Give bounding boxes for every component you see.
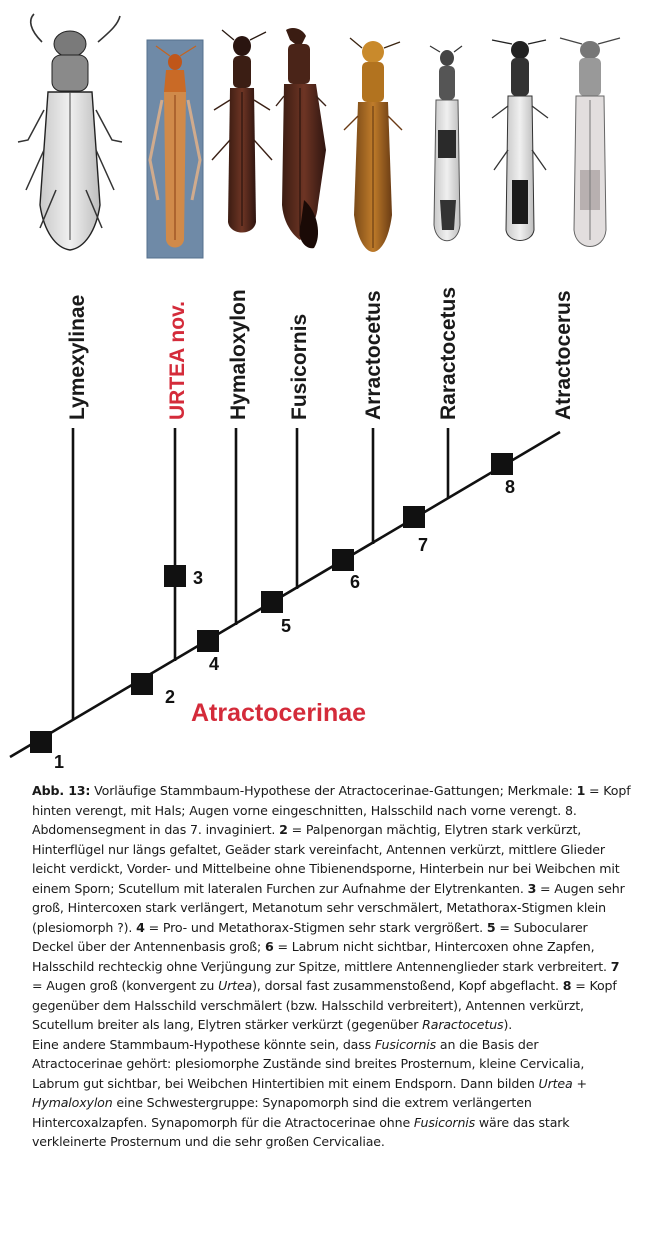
character-number-3: 3: [193, 568, 204, 588]
caption-text: = Labrum nicht sichtbar, Hintercoxen ohne Zapfen, Halsschild rechteckig ohne Verjüngung zur Spitze, mittlere Antennenglieder stark verbreitert.: [32, 939, 611, 974]
caption-text: Eine andere Stammbaum-Hypothese könnte sein, dass: [32, 1036, 375, 1052]
character-marker-5: [261, 591, 283, 613]
taxon-label-fusicornis: Fusicornis: [288, 313, 311, 420]
beetle-image-arractocetus: [344, 38, 402, 252]
character-marker-3: [164, 565, 186, 587]
beetle-image-urtea: [147, 40, 203, 258]
character-number-5: 5: [281, 616, 292, 636]
character-number-2: 2: [165, 687, 176, 707]
taxon-label-urtea: URTEA nov.: [166, 301, 189, 420]
character-marker-2: [131, 673, 153, 695]
beetle-image-fusicornis: [276, 28, 326, 248]
caption-text: = Palpenorgan mächtig, Elytren stark verkürzt, Hinterflügel nur längs gefaltet, Geäder stark vereinfacht, Antennen verkürzt, mittlere Glieder leicht verdickt, Vorder- und Mittelbeine ohne Tibienendsporne, Hinterbein nur bei Weibchen mit einem Sporn; Scutellum mit lateralen Furchen zur Aufnahme der Elytrenkanten.: [32, 822, 620, 896]
character-number-6: 6: [350, 572, 361, 592]
caption-char-number: 3: [527, 880, 537, 896]
caption-char-number: 1: [576, 783, 586, 798]
caption-text: = Kopf hinten verengt, mit Hals; Augen vorne eingeschnitten, Halsschild nach vorne verengt. 8. Abdomensegment in das 7. invaginiert.: [32, 783, 631, 837]
character-marker-1: [30, 731, 52, 753]
taxon-label-arractocetus: Arractocetus: [362, 290, 385, 420]
caption-text: ).: [503, 1017, 513, 1032]
caption-text: = Subocularer Deckel über der Antennenbasis groß;: [32, 919, 588, 954]
taxon-label-raractocetus: Raractocetus: [437, 286, 460, 420]
beetle-image-lymexylinae: [18, 14, 122, 250]
caption-char-number: 5: [486, 919, 496, 935]
taxon-label-atractocerus: Atractocerus: [552, 290, 575, 420]
caption-text: = Kopf gegenüber dem Halsschild verschmälert (bzw. Halsschild verbreitert), Antennen verkürzt, Scutellum breiter als lang, Elytren stärker verkürzt (gegenüber: [32, 978, 617, 1032]
caption-text: ), dorsal fast zusammenstoßend, Kopf abgeflacht.: [252, 978, 563, 993]
caption-char-number: 8: [562, 978, 572, 993]
caption-taxon: Urtea: [218, 978, 253, 993]
character-marker-7: [403, 506, 425, 528]
beetle-image-atractocerus-dark: [492, 40, 548, 241]
beetle-image-atractocerus-pale: [560, 38, 620, 247]
caption-paragraph-1: [32, 781, 632, 1035]
caption-text: = Augen sehr groß, Hintercoxen stark verlängert, Metanotum sehr verschmälert, Metathorax-Stigmen klein (plesiomorph ?).: [32, 880, 625, 935]
figure-caption: [32, 781, 632, 1152]
caption-taxon: Fusicornis: [374, 1036, 437, 1052]
caption-text: eine Schwestergruppe: Synapomorph sind die extrem verlängerten Hintercoxalzapfen. Synapomorph für die Atractocerinae ohne: [32, 1095, 532, 1130]
taxon-label-hymaloxylon: Hymaloxylon: [227, 289, 250, 420]
caption-taxon: Raractocetus: [422, 1017, 504, 1032]
caption-text: Vorläufige Stammbaum-Hypothese der Atractocerinae-Gattungen; Merkmale:: [90, 783, 577, 798]
group-label: Atractocerinae: [191, 699, 367, 727]
caption-text: = Pro- und Metathorax-Stigmen sehr stark vergrößert.: [144, 919, 487, 935]
character-marker-4: [197, 630, 219, 652]
caption-label: Abb. 13:: [32, 783, 91, 798]
caption-taxon: Fusicornis: [413, 1114, 476, 1130]
character-marker-8: [491, 453, 513, 475]
character-marker-6: [332, 549, 354, 571]
character-number-1: 1: [54, 752, 65, 772]
beetle-image-hymaloxylon: [212, 30, 272, 233]
caption-text: = Augen groß (konvergent zu: [32, 978, 219, 993]
character-number-4: 4: [209, 654, 220, 674]
character-number-7: 7: [418, 535, 429, 555]
caption-char-number: 6: [264, 939, 274, 954]
caption-taxon: Urtea + Hymaloxylon: [32, 1075, 587, 1110]
caption-char-number: 7: [610, 958, 620, 974]
caption-char-number: 4: [136, 919, 145, 935]
taxon-label-lymexylinae: Lymexylinae: [66, 294, 89, 420]
caption-text: an die Basis der Atractocerinae gehört: plesiomorphe Zustände sind breites Prosternum, kleine Cervicalia, Labrum gut sichtbar, bei Weibchen Hintertibien mit einem Endsporn. Dann bilden: [32, 1036, 585, 1091]
caption-text: wäre das stark verkleinerte Prosternum und die sehr großen Cervicaliae.: [32, 1114, 570, 1149]
caption-paragraph-2: [32, 1035, 632, 1152]
character-number-8: 8: [505, 477, 516, 497]
caption-char-number: 2: [279, 822, 288, 837]
beetle-image-raractocetus: [430, 46, 462, 241]
